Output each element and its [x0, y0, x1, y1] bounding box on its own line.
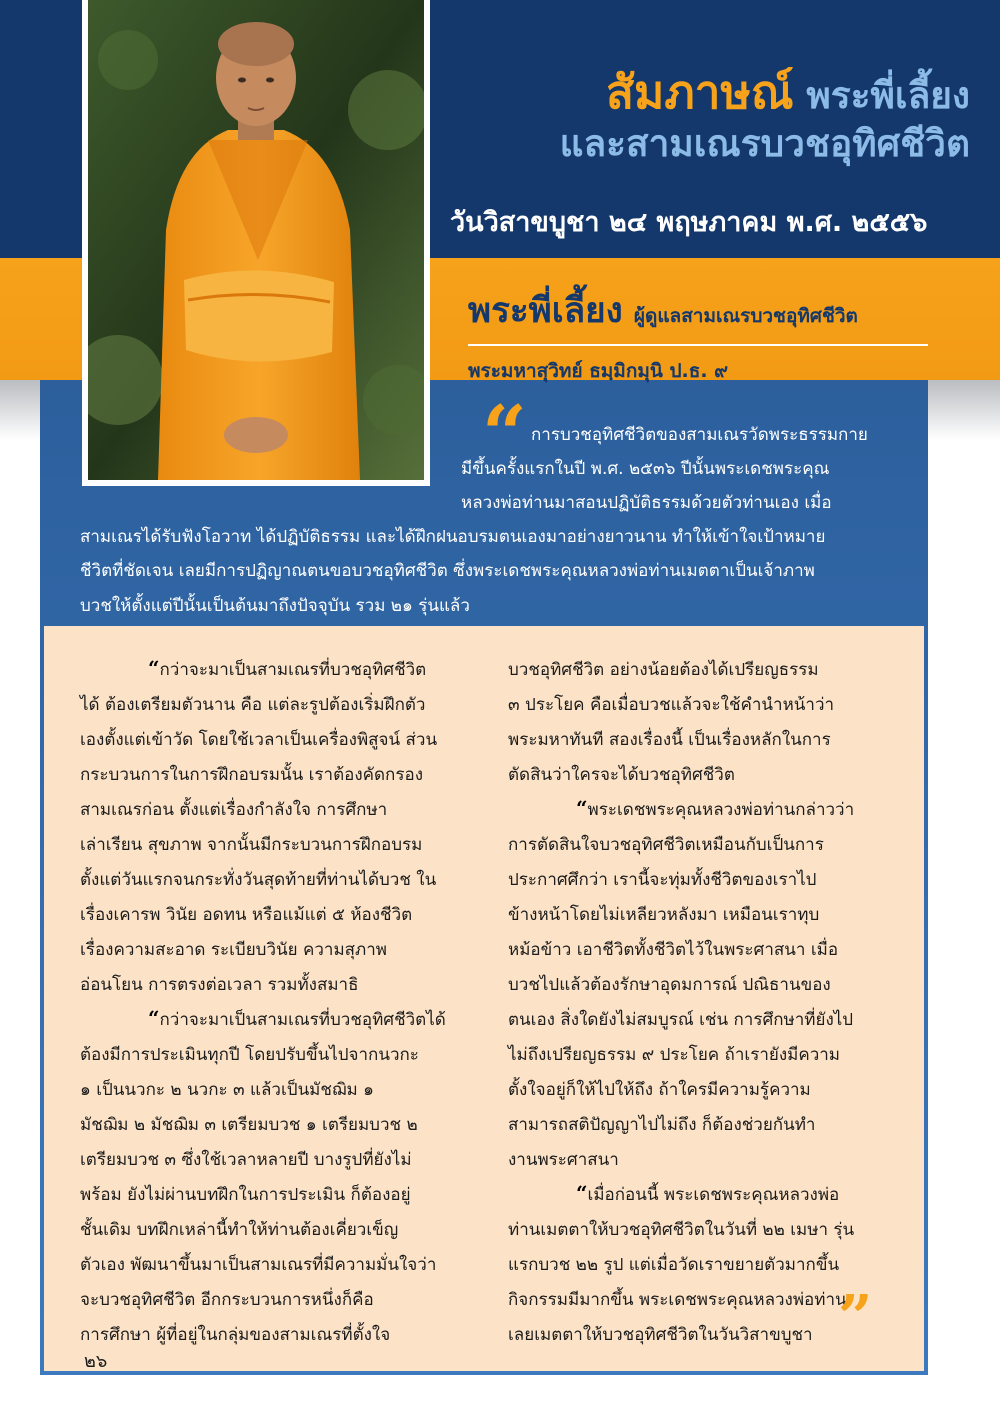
monk-portrait-image	[88, 0, 424, 480]
right-line: ตนเอง สิ่งใดยังไม่สมบูรณ์ เช่น การศึกษาที่ยังไป	[508, 1010, 854, 1030]
right-line: “พระเดชพระคุณหลวงพ่อท่านกล่าวว่า	[576, 796, 855, 820]
right-line: งานพระศาสนา	[508, 1150, 619, 1170]
intro-line: การบวชอุทิศชีวิตของสามเณรวัดพระธรรมกาย	[531, 425, 868, 445]
open-quote-icon: “	[576, 796, 588, 820]
interviewee-heading	[468, 283, 928, 338]
left-line: เล่าเรียน สุขภาพ จากนั้นมีกระบวนการฝึกอบรม	[80, 835, 423, 855]
left-line: “กว่าจะมาเป็นสามเณรที่บวชอุทิศชีวิต	[148, 656, 427, 680]
right-line: ประกาศศึกว่า เรานี้จะทุ่มทั้งชีวิตของเราไป	[508, 870, 817, 890]
left-line: ได้ ต้องเตรียมตัวนาน คือ แต่ละรูปต้องเริ่มฝึกตัว	[80, 695, 426, 715]
left-line: มัชฌิม ๒ มัชฌิม ๓ เตรียมบวช ๑ เตรียมบวช ๒	[80, 1115, 418, 1135]
left-line: ต้องมีการประเมินทุกปี โดยปรับขึ้นไปจากนวกะ	[80, 1045, 419, 1065]
open-quote-icon: “	[576, 1181, 588, 1205]
intro-line: หลวงพ่อท่านมาสอนปฏิบัติธรรมด้วยตัวท่านเอง เมื่อ	[461, 493, 832, 513]
divider	[468, 344, 928, 346]
right-line: การตัดสินใจบวชอุทิศชีวิตเหมือนกับเป็นการ	[508, 835, 824, 855]
close-quote-icon: ”	[838, 1283, 873, 1353]
right-line: ท่านเมตตาให้บวชอุทิศชีวิตในวันที่ ๒๒ เมษา รุ่น	[508, 1220, 855, 1240]
interviewee-info	[468, 283, 928, 386]
intro-line: บวชให้ตั้งแต่ปีนั้นเป็นต้นมาถึงปัจจุบัน รวม ๒๑ รุ่นแล้ว	[80, 596, 470, 616]
page-number: ๒๖	[84, 1351, 108, 1372]
right-line: สามารถสติปัญญาไปไม่ถึง ก็ต้องช่วยกันทำ	[508, 1115, 816, 1135]
left-line: ชั้นเดิม บทฝึกเหล่านี้ทำให้ท่านต้องเคี่ยวเข็ญ	[80, 1220, 399, 1240]
right-line: ๓ ประโยค คือเมื่อบวชแล้วจะใช้คำนำหน้าว่า	[508, 695, 835, 715]
right-line: บวชไปแล้วต้องรักษาอุดมการณ์ ปณิธานของ	[508, 975, 831, 995]
event-date: วันวิสาขบูชา ๒๔ พฤษภาคม พ.ศ. ๒๕๕๖	[450, 207, 928, 238]
left-line: เองตั้งแต่เข้าวัด โดยใช้เวลาเป็นเครื่องพิสูจน์ ส่วน	[80, 730, 438, 750]
interviewee-name: พระมหาสุวิทย์ ธมฺมิกมุนิ ป.ธ. ๙	[468, 360, 729, 382]
right-line: พระมหาทันที สองเรื่องนี้ เป็นเรื่องหลักในการ	[508, 730, 831, 750]
intro-line: มีขึ้นครั้งแรกในปี พ.ศ. ๒๕๓๖ ปีนั้นพระเดชพระคุณ	[461, 459, 830, 479]
left-line: อ่อนโยน การตรงต่อเวลา รวมทั้งสมาธิ	[80, 975, 359, 995]
left-line: การศึกษา ผู้ที่อยู่ในกลุ่มของสามเณรที่ตั้งใจ	[80, 1325, 391, 1345]
right-line: ข้างหน้าโดยไม่เหลียวหลังมา เหมือนเราทุบ	[508, 905, 820, 925]
left-line: กระบวนการในการฝึกอบรมนั้น เราต้องคัดกรอง	[80, 765, 423, 785]
interviewee-label: พระพี่เลี้ยง	[468, 291, 623, 331]
right-line: “เมื่อก่อนนี้ พระเดชพระคุณหลวงพ่อ	[576, 1181, 840, 1205]
title-line-1	[470, 65, 970, 120]
right-line: ตัดสินว่าใครจะได้บวชอุทิศชีวิต	[508, 765, 735, 785]
title-rest: พระพี่เลี้ยง	[793, 74, 970, 117]
right-line: หม้อข้าว เอาชีวิตทั้งชีวิตไว้ในพระศาสนา เมื่อ	[508, 940, 839, 960]
open-quote-icon: “	[482, 389, 527, 480]
right-line: ไม่ถึงเปรียญธรรม ๙ ประโยค ถ้าเรายังมีความ	[508, 1045, 841, 1065]
right-line: เลยเมตตาให้บวชอุทิศชีวิตในวันวิสาขบูชา	[508, 1325, 813, 1345]
monk-photo	[82, 0, 430, 486]
right-line: กิจกรรมมีมากขึ้น พระเดชพระคุณหลวงพ่อท่าน	[508, 1290, 847, 1310]
left-line: เรื่องความสะอาด ระเบียบวินัย ความสุภาพ	[80, 940, 387, 960]
left-line: จะบวชอุทิศชีวิต อีกกระบวนการหนึ่งก็คือ	[80, 1290, 374, 1310]
left-line: ตัวเอง พัฒนาขึ้นมาเป็นสามเณรที่มีความมั่นใจว่า	[80, 1255, 437, 1275]
right-line: แรกบวช ๒๒ รูป แต่เมื่อวัดเราขยายตัวมากขึ้น	[508, 1255, 840, 1275]
left-line: “กว่าจะมาเป็นสามเณรที่บวชอุทิศชีวิตได้	[148, 1006, 446, 1030]
left-line: ตั้งแต่วันแรกจนกระทั่งวันสุดท้ายที่ท่านได้บวช ใน	[80, 870, 437, 890]
intro-line: ชีวิตที่ชัดเจน เลยมีการปฏิญาณตนขอบวชอุทิศชีวิต ซึ่งพระเดชพระคุณหลวงพ่อท่านเมตตาเป็นเจ้าภาพ	[80, 561, 815, 581]
interviewee-role: ผู้ดูแลสามเณรบวชอุทิศชีวิต	[633, 305, 858, 327]
left-line: เรื่องเคารพ วินัย อดทน หรือแม้แต่ ๕ ห้องชีวิต	[80, 905, 413, 925]
open-quote-icon: “	[148, 656, 160, 680]
right-line: บวชอุทิศชีวิต อย่างน้อยต้องได้เปรียญธรรม	[508, 660, 819, 680]
left-line: สามเณรก่อน ตั้งแต่เรื่องกำลังใจ การศึกษา	[80, 800, 388, 820]
page-title	[470, 65, 970, 168]
left-line: ๑ เป็นนวกะ ๒ นวกะ ๓ แล้วเป็นมัชฌิม ๑	[80, 1080, 374, 1100]
left-line: เตรียมบวช ๓ ซึ่งใช้เวลาหลายปี บางรูปที่ยังไม่	[80, 1150, 412, 1170]
title-accent: สัมภาษณ์	[605, 65, 794, 119]
open-quote-icon: “	[148, 1006, 160, 1030]
left-line: พร้อม ยังไม่ผ่านบทฝึกในการประเมิน ก็ต้องอยู่	[80, 1185, 411, 1205]
right-line: ตั้งใจอยู่ก็ให้ไปให้ถึง ถ้าใครมีความรู้ความ	[508, 1080, 811, 1100]
title-line-2: และสามเณรบวชอุทิศชีวิต	[559, 122, 970, 165]
intro-line: สามเณรได้รับฟังโอวาท ได้ปฏิบัติธรรม และได้ฝึกฝนอบรมตนเองมาอย่างยาวนาน ทำให้เข้าใจเป้าหมาย	[80, 527, 826, 547]
